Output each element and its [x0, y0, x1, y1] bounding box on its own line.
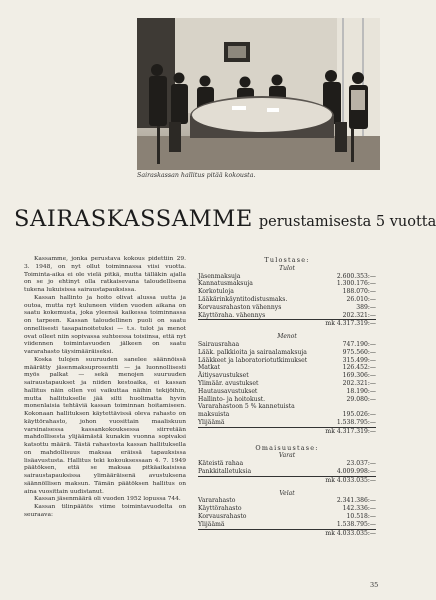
expense-row — [198, 403, 376, 419]
asset-row — [198, 460, 376, 468]
assets-heading: Varat — [278, 452, 296, 460]
expense-row — [198, 341, 376, 349]
balance-sheet-heading: Omaisuustase: — [255, 443, 319, 452]
liabilities-heading: Velat — [279, 489, 295, 497]
title-sub: perustamisesta 5 vuotta — [258, 214, 436, 230]
income-statement-heading: Tulostase: — [264, 256, 310, 264]
row-value: 747.190:— — [342, 340, 376, 348]
liability-row — [198, 497, 376, 505]
row-label: Kannatusmaksuja — [198, 280, 253, 288]
row-label: Ylijäämä — [198, 418, 225, 426]
row-label: Vararahastoon 5 % kannetuista maksuista — [198, 403, 295, 419]
row-value: 26.010:— — [346, 295, 376, 303]
row-value: 1.538.795:— — [336, 520, 376, 528]
body-paragraph: Kassan hallinto ja hoito olivat alussa uutta ja outoa, mutta nyt kuluneen viiden vuoden aikana on saatu kokemusta, joka yleensä kaikessa toiminnassa on tarpeen. Kassan taloudellinen puoli on saatu onnellisesti tasapainoitetuksi — t.s. tulot ja menot ovat olleet niin sopivassa suhteessa toisiinsa, että nyt viidennen toimintavuoden jälkeen on saatu vararahasto täysimääräiseksi. — [24, 294, 186, 355]
row-value: 202.321:— — [342, 311, 376, 319]
income-row — [198, 273, 376, 281]
row-value: 18.190:— — [346, 387, 376, 395]
row-label: Käteistä rahaa — [198, 460, 244, 468]
row-label: Korvausrahaston vähennys — [198, 303, 282, 311]
article-title — [14, 206, 436, 232]
expense-row — [198, 349, 376, 357]
row-label: Ylimäär. avustukset — [198, 379, 259, 387]
article-body — [24, 256, 186, 520]
photo-caption: Sairaskassan hallitus pitää kokousta. — [137, 172, 256, 179]
expense-row — [198, 380, 376, 388]
income-row — [198, 296, 376, 304]
liability-row — [198, 521, 376, 529]
row-value: 195.026:— — [342, 411, 376, 419]
body-paragraph: Kassamme, jonka perustava kokous pidettiin 29. 3. 1948, on nyt ollut toiminnassa viisi vuotta. Toiminta-aika ei ole vielä pitkä, mutta tälläkin ajalla on se jo ehtinyt olla ratkaisevana taloudellisena tukena lukuisissa sairaustapauksissa. — [24, 256, 186, 293]
income-heading: Tulot — [279, 264, 295, 272]
row-value: 23.037:— — [346, 460, 376, 468]
expenses-total-row — [198, 427, 376, 436]
row-value: 142.336:— — [342, 505, 376, 513]
row-value: 10.518:— — [346, 512, 376, 520]
assets-total-row — [198, 476, 376, 485]
liability-row — [198, 513, 376, 521]
row-value: 1.538.795:— — [336, 418, 376, 426]
row-label: Äitiysavustukset — [198, 372, 249, 380]
row-value: 975.560:— — [342, 348, 376, 356]
body-paragraph: Koska tulojen suuruuden sanelee säännöissä määrätty jäsenmaksuprosentti — ja luonnollisesti myös palkat — sekä menojen suuruuden sairaustapaukset ja niiden kestoaika, ei kassan hallitus näin ollen voi vaikuttaa näihin tekijöihin, mutta hallitukselle jää silti huolimatta hyvin monenlaisia tehtäviä kassan toiminnan hoitamiseen. Kokonaan hallituksen käytettävissä oleva rahasto on käyttörahasto, johon vuosittain maaliskuun varsinaisessa kassankokouksessa siirretään mahdollisesta ylijäämästä kunakin vuonna sopivaksi katsottu määrä. Tästä rahastosta kassan hallituksella on mahdollisuus maksaa eräissä tapauksissa lisäavustusta. Hallitus teki kokouksessaan 4. 7. 1949 päätöksen, että se maksaa pitkäaikaisissa sairaustapauksissa ylimääräisenä avustuksena säännöllisen maksun. Tämän päätöksen hallitus on aina vuosittain uudistanut. — [24, 356, 186, 495]
row-value: 2.341.386:— — [336, 497, 376, 505]
row-value: 29.080:— — [346, 395, 376, 403]
financial-statement — [198, 257, 376, 537]
income-total: mk 4.317.319:— — [325, 320, 376, 328]
row-value: 202.321:— — [342, 379, 376, 387]
meeting-photo — [137, 18, 380, 170]
body-paragraph: Kassan tilinpäätös viime toimintavuodelta on seuraava: — [24, 504, 186, 518]
expenses-heading: Menot — [277, 333, 297, 341]
row-label: Hautausavustukset — [198, 387, 258, 395]
liabilities-total: mk 4.033.035:— — [325, 529, 376, 537]
row-value: 188.070:— — [342, 288, 376, 296]
expenses-list — [198, 341, 376, 427]
row-label: Vararahasto — [198, 497, 236, 505]
row-label: Ylijäämä — [198, 520, 225, 528]
asset-row — [198, 468, 376, 476]
row-label: Pankkitalletuksia — [198, 467, 252, 475]
row-label: Hallinto- ja hoitokust. — [198, 395, 266, 403]
income-row — [198, 312, 376, 320]
liabilities-total-row — [198, 529, 376, 538]
row-label: Korkotuloja — [198, 288, 234, 296]
title-main: SAIRASKASSAMME — [14, 206, 253, 232]
liabilities-list — [198, 497, 376, 528]
row-label: Matkat — [198, 364, 221, 372]
expenses-total: mk 4.317.319:— — [325, 427, 376, 435]
assets-list — [198, 460, 376, 476]
page-number: 35 — [370, 581, 379, 589]
row-value: 4.009.998:— — [336, 467, 376, 475]
row-value: 169.306:— — [342, 372, 376, 380]
row-value: 315.499:— — [342, 356, 376, 364]
row-value: 1.300.176:— — [336, 280, 376, 288]
expense-row — [198, 364, 376, 372]
expense-row — [198, 357, 376, 365]
row-value: 389:— — [356, 303, 376, 311]
row-label: Käyttörahasto — [198, 505, 242, 513]
row-label: Lääkärinkäyntitodistusmaks. — [198, 295, 288, 303]
row-label: Lääkkeet ja laboratoriotutkimukset — [198, 356, 308, 364]
income-total-row — [198, 319, 376, 328]
expense-row — [198, 419, 376, 427]
liability-row — [198, 505, 376, 513]
body-paragraph: Kassan jäsenmäärä oli vuoden 1952 lopussa 744. — [34, 496, 181, 503]
income-row — [198, 288, 376, 296]
row-label: Jäsenmaksuja — [198, 272, 241, 280]
row-label: Käyttöraha. vähennys — [198, 311, 266, 319]
income-row — [198, 280, 376, 288]
row-value: 126.452:— — [342, 364, 376, 372]
row-label: Korvausrahasto — [198, 512, 247, 520]
row-label: Lääk. palkkioita ja sairaalamaksuja — [198, 348, 307, 356]
expense-row — [198, 396, 376, 404]
expense-row — [198, 372, 376, 380]
income-row — [198, 304, 376, 312]
expense-row — [198, 388, 376, 396]
assets-total: mk 4.033.035:— — [325, 476, 376, 484]
row-value: 2.600.353:— — [336, 272, 376, 280]
row-label: Sairausrahaa — [198, 340, 240, 348]
income-list — [198, 273, 376, 320]
